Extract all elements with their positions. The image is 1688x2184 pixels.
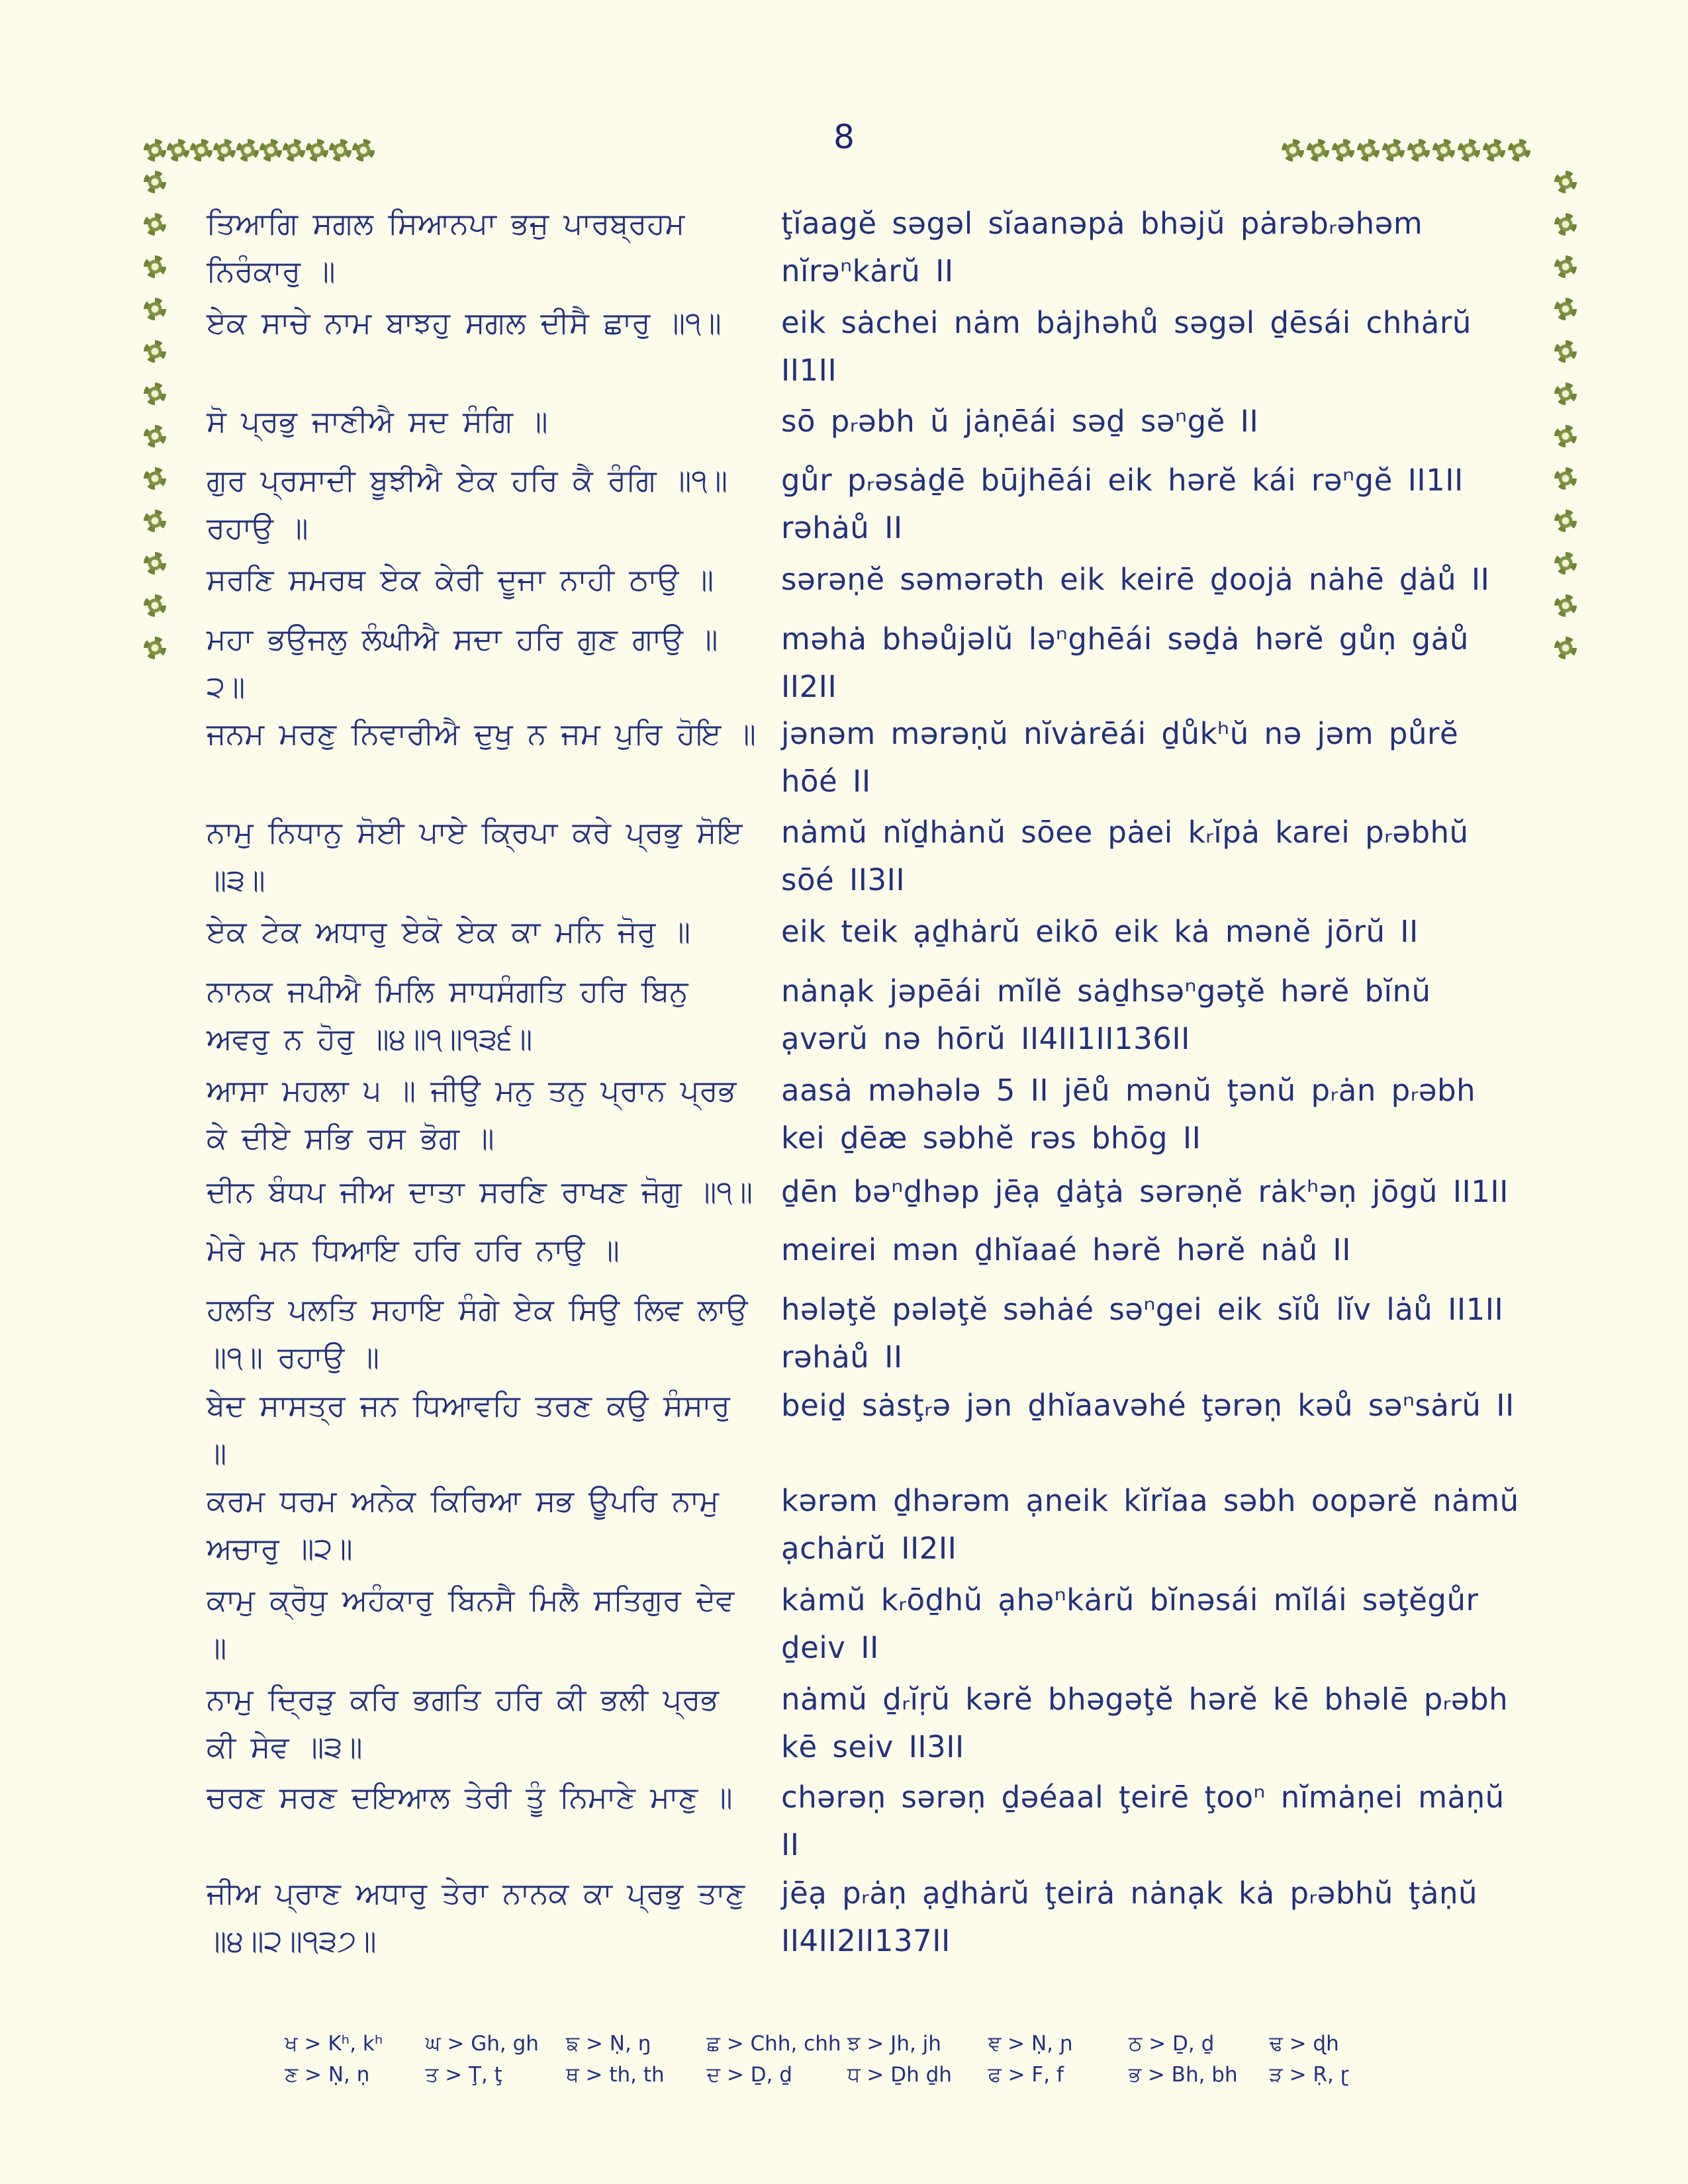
flower-icon xyxy=(190,139,212,161)
gurmukhi-line: ਜਨਮ ਮਰਣੁ ਨਿਵਾਰੀਐ ਦੁਖੁ ਨ ਜਮ ਪੁਰਿ ਹੋਇ ॥ xyxy=(207,716,756,751)
flower-icon xyxy=(144,213,166,236)
flower-icon xyxy=(144,425,166,447)
flower-icon xyxy=(144,139,166,161)
transliteration-line: nȧmŭ ḏᵣĭṛŭ kərĕ bhəgəţĕ hərĕ kē bhəlē pᵣəbh kē seiv II3II xyxy=(781,1682,1523,1764)
transliteration-line: sō pᵣəbh ŭ jȧṇēái səḏ səⁿgĕ II xyxy=(781,404,1259,439)
gurmukhi-line: ਤਿਆਗਿ ਸਗਲ ਸਿਆਨਪਾ ਭਜੁ ਪਾਰਬ੍ਰਹਮ ਨਿਰੰਕਾਰੁ ॥ xyxy=(207,206,700,289)
flower-icon xyxy=(1554,510,1577,532)
transliteration-line: məhȧ bhəůjəlŭ ləⁿghēái səḏȧ hərĕ gůṇ gȧů II2II xyxy=(781,621,1484,704)
legend-item: ਫ > F, f xyxy=(988,2063,1064,2087)
transliteration-line: beiḏ sȧsţᵣə jən ḏhĭaavəhé ţərəṇ kəů səⁿsȧrŭ II xyxy=(781,1388,1515,1423)
gurmukhi-line: ਏਕ ਟੇਕ ਅਧਾਰੁ ਏਕੋ ਏਕ ਕਾ ਮਨਿ ਜੋਰੁ ॥ xyxy=(207,914,691,949)
flower-icon xyxy=(167,139,189,161)
flower-icon xyxy=(1432,139,1455,161)
transliteration-line: kərəm ḏhərəm ạneik kĭrĭaa səbh oopərĕ nȧmŭ ạchȧrŭ II2II xyxy=(781,1483,1534,1566)
legend-item: ਧ > Ḏh ḏh xyxy=(847,2063,952,2087)
flower-icon xyxy=(1554,171,1577,193)
transliteration-line: ḏēn bəⁿḏhəp jēạ ḏȧţȧ sərəṇĕ rȧkʰəṇ jōgŭ II1II xyxy=(781,1174,1509,1209)
flower-icon xyxy=(144,383,166,405)
legend-item: ਖ > Kʰ, kʰ xyxy=(285,2032,383,2056)
legend-item: ੜ > Ṛ, ɽ xyxy=(1269,2063,1349,2087)
flower-icon xyxy=(236,139,259,161)
flower-icon xyxy=(144,340,166,363)
page-number: 8 xyxy=(833,118,855,156)
flower-icon xyxy=(1554,552,1577,574)
flower-icon xyxy=(1508,139,1530,161)
legend-item: ਤ > Ţ, ţ xyxy=(425,2063,502,2087)
flower-icon xyxy=(144,467,166,490)
transliteration-line: jēạ pᵣȧṇ ạḏhȧrŭ ţeirȧ nȧnạk kȧ pᵣəbhŭ ţȧṇŭ II4II2II137II xyxy=(781,1876,1493,1958)
flower-icon xyxy=(144,255,166,278)
flower-icon xyxy=(144,298,166,320)
legend-item: ਝ > Jh, jh xyxy=(847,2032,941,2056)
flower-icon xyxy=(1382,139,1405,161)
legend-item: ਞ > Ṇ, ɲ xyxy=(988,2032,1073,2056)
legend-item: ਢ > ɖh xyxy=(1269,2032,1339,2056)
transliteration-line: nȧnạk jəpēái mĭlĕ sȧḏhsəⁿgəţĕ hərĕ bĭnŭ ạvərŭ nə hōrŭ II4II1II136II xyxy=(781,974,1446,1056)
flower-icon xyxy=(1407,139,1430,161)
transliteration-key xyxy=(285,2032,1410,2087)
flower-icon xyxy=(1554,213,1577,236)
flower-icon xyxy=(1307,139,1329,161)
gurmukhi-line: ਸਰਣਿ ਸਮਰਥ ਏਕ ਕੇਰੀ ਦੂਜਾ ਨਾਹੀ ਠਾਉ ॥ xyxy=(207,562,714,597)
flower-icon xyxy=(329,139,352,161)
gurmukhi-line: ਸੋ ਪ੍ਰਭੁ ਜਾਣੀਐ ਸਦ ਸੰਗਿ ॥ xyxy=(207,404,548,439)
gurmukhi-line: ਜੀਅ ਪ੍ਰਾਣ ਅਧਾਰੁ ਤੇਰਾ ਨਾਨਕ ਕਾ ਪ੍ਰਭੁ ਤਾਣੁ ॥੪॥੨॥੧੩੭॥ xyxy=(207,1876,760,1958)
flower-icon xyxy=(352,139,375,161)
gurmukhi-line: ਮੇਰੇ ਮਨ ਧਿਆਇ ਹਰਿ ਹਰਿ ਨਾਉ ॥ xyxy=(207,1232,620,1267)
transliteration-line: eik teik ạḏhȧrŭ eikō eik kȧ mənĕ jōrŭ II xyxy=(781,914,1419,949)
flower-icon xyxy=(1554,425,1577,447)
legend-item: ਙ > Ṇ, ŋ xyxy=(566,2032,651,2056)
flower-icon xyxy=(1554,383,1577,405)
flower-icon xyxy=(283,139,305,161)
flower-icon xyxy=(306,139,328,161)
gurmukhi-line: ਆਸਾ ਮਹਲਾ ੫ ॥ ਜੀਉ ਮਨੁ ਤਨੁ ਪ੍ਰਾਨ ਪ੍ਰਭ ਕੇ ਦੀਏ ਸਭਿ ਰਸ ਭੋਗ ॥ xyxy=(207,1073,751,1156)
flower-icon xyxy=(259,139,282,161)
gurmukhi-line: ਗੁਰ ਪ੍ਰਸਾਦੀ ਬੂਝੀਐ ਏਕ ਹਰਿ ਕੈ ਰੰਗਿ ॥੧॥ ਰਹਾਉ ॥ xyxy=(207,463,743,545)
gurmukhi-line: ਨਾਮੁ ਦ੍ਰਿੜੁ ਕਰਿ ਭਗਤਿ ਹਰਿ ਕੀ ਭਲੀ ਪ੍ਰਭ ਕੀ ਸੇਵ ॥੩॥ xyxy=(207,1682,734,1764)
transliteration-line: eik sȧchei nȧm bȧjhəhů səgəl ḏēsái chhȧrŭ II1II xyxy=(781,305,1487,388)
gurmukhi-line: ਹਲਤਿ ਪਲਤਿ ਸਹਾਇ ਸੰਗੇ ਏਕ ਸਿਉ ਲਿਵ ਲਾਉ ॥੧॥ ਰਹਾਉ ॥ xyxy=(207,1292,763,1375)
flower-icon xyxy=(1554,467,1577,490)
flower-icon xyxy=(144,594,166,617)
legend-item: ਥ > th, th xyxy=(566,2063,665,2087)
flower-icon xyxy=(1483,139,1505,161)
legend-item: ਦ > Ḏ, ḏ xyxy=(706,2063,792,2087)
legend-item: ਛ > Chh, chh xyxy=(706,2032,841,2056)
gurmukhi-line: ਕਾਮੁ ਕ੍ਰੋਧੁ ਅਹੰਕਾਰੁ ਬਿਨਸੈ ਮਿਲੈ ਸਤਿਗੁਰ ਦੇਵ ॥ xyxy=(207,1582,749,1665)
transliteration-line: meirei mən ḏhĭaaé hərĕ hərĕ nȧů II xyxy=(781,1232,1351,1267)
gurmukhi-line: ਦੀਨ ਬੰਧਪ ਜੀਅ ਦਾਤਾ ਸਰਣਿ ਰਾਖਣ ਜੋਗੁ ॥੧॥ xyxy=(207,1174,753,1209)
flower-icon xyxy=(1554,298,1577,320)
legend-item: ਭ > Bh, bh xyxy=(1129,2063,1238,2087)
transliteration-line: aasȧ məhələ 5 II jēů mənŭ ţənŭ pᵣȧn pᵣəbh kei ḏēæ səbhĕ rəs bhōg II xyxy=(781,1073,1491,1156)
transliteration-line: gůr pᵣəsȧḏē būjhēái eik hərĕ kái rəⁿgĕ II1II rəhȧů II xyxy=(781,463,1479,545)
gurmukhi-line: ਨਾਨਕ ਜਪੀਐ ਮਿਲਿ ਸਾਧਸੰਗਤਿ ਹਰਿ ਬਿਨੁ ਅਵਰੁ ਨ ਹੋਰੁ ॥੪॥੧॥੧੩੬॥ xyxy=(207,974,703,1056)
flower-icon xyxy=(144,171,166,193)
gurmukhi-line: ਬੇਦ ਸਾਸਤ੍ਰ ਜਨ ਧਿਆਵਹਿ ਤਰਣ ਕਉ ਸੰਸਾਰੁ ॥ xyxy=(207,1388,745,1471)
flower-icon xyxy=(1282,139,1304,161)
transliteration-line: nȧmŭ nĭḏhȧnŭ sōee pȧei kᵣĭpȧ karei pᵣəbhŭ sōé II3II xyxy=(781,815,1484,897)
transliteration-line: kȧmŭ kᵣōḏhŭ ạhəⁿkȧrŭ bĭnəsái mĭlái səţĕgůr ḏeiv II xyxy=(781,1582,1494,1665)
legend-item: ਘ > Gh, gh xyxy=(425,2032,539,2056)
gurmukhi-line: ਏਕ ਸਾਚੇ ਨਾਮ ਬਾਝਹੁ ਸਗਲ ਦੀਸੈ ਛਾਰੁ ॥੧॥ xyxy=(207,305,722,340)
flower-icon xyxy=(213,139,236,161)
flower-icon xyxy=(1357,139,1380,161)
legend-item: ਠ > Ḏ, ḏ xyxy=(1129,2032,1215,2056)
transliteration-line: hələţĕ pələţĕ səhȧé səⁿgei eik sĭů lĭv lȧů II1II rəhȧů II xyxy=(781,1292,1519,1375)
transliteration-line: sərəṇĕ səmərəth eik keirē ḏoojȧ nȧhē ḏȧů II xyxy=(781,562,1490,597)
flower-icon xyxy=(144,510,166,532)
flower-icon xyxy=(1554,340,1577,363)
gurmukhi-line: ਚਰਣ ਸਰਣ ਦਇਆਲ ਤੇਰੀ ਤੂੰ ਨਿਮਾਣੇ ਮਾਣੁ ॥ xyxy=(207,1780,733,1815)
flower-icon xyxy=(1554,637,1577,659)
legend-item: ਣ > Ṇ, ṇ xyxy=(285,2063,370,2087)
gurmukhi-line: ਮਹਾ ਭਉਜਲੁ ਲੰਘੀਐ ਸਦਾ ਹਰਿ ਗੁਣ ਗਾਉ ॥੨॥ xyxy=(207,621,718,704)
flower-icon xyxy=(1332,139,1354,161)
flower-icon xyxy=(1554,255,1577,278)
flower-icon xyxy=(144,637,166,659)
flower-icon xyxy=(144,552,166,574)
gurmukhi-line: ਕਰਮ ਧਰਮ ਅਨੇਕ ਕਿਰਿਆ ਸਭ ਊਪਰਿ ਨਾਮੁ ਅਚਾਰੁ ॥੨॥ xyxy=(207,1483,734,1566)
flower-icon xyxy=(1554,594,1577,617)
flower-icon xyxy=(1458,139,1480,161)
transliteration-line: chərəṇ sərəṇ ḏəéaal ţeirē ţooⁿ nĭmȧṇei mȧṇŭ II xyxy=(781,1780,1520,1862)
transliteration-line: jənəm mərəṇŭ nĭvȧrēái ḏůkʰŭ nə jəm půrĕ hōé II xyxy=(781,716,1474,799)
gurmukhi-line: ਨਾਮੁ ਨਿਧਾਨੁ ਸੋਈ ਪਾਏ ਕ੍ਰਿਪਾ ਕਰੇ ਪ੍ਰਭੁ ਸੋਇ ॥੩॥ xyxy=(207,815,757,897)
transliteration-line: ţĭaagĕ səgəl sĭaanəpȧ bhəjŭ pȧrəbᵣəhəm nĭrəⁿkȧrŭ II xyxy=(781,206,1438,289)
